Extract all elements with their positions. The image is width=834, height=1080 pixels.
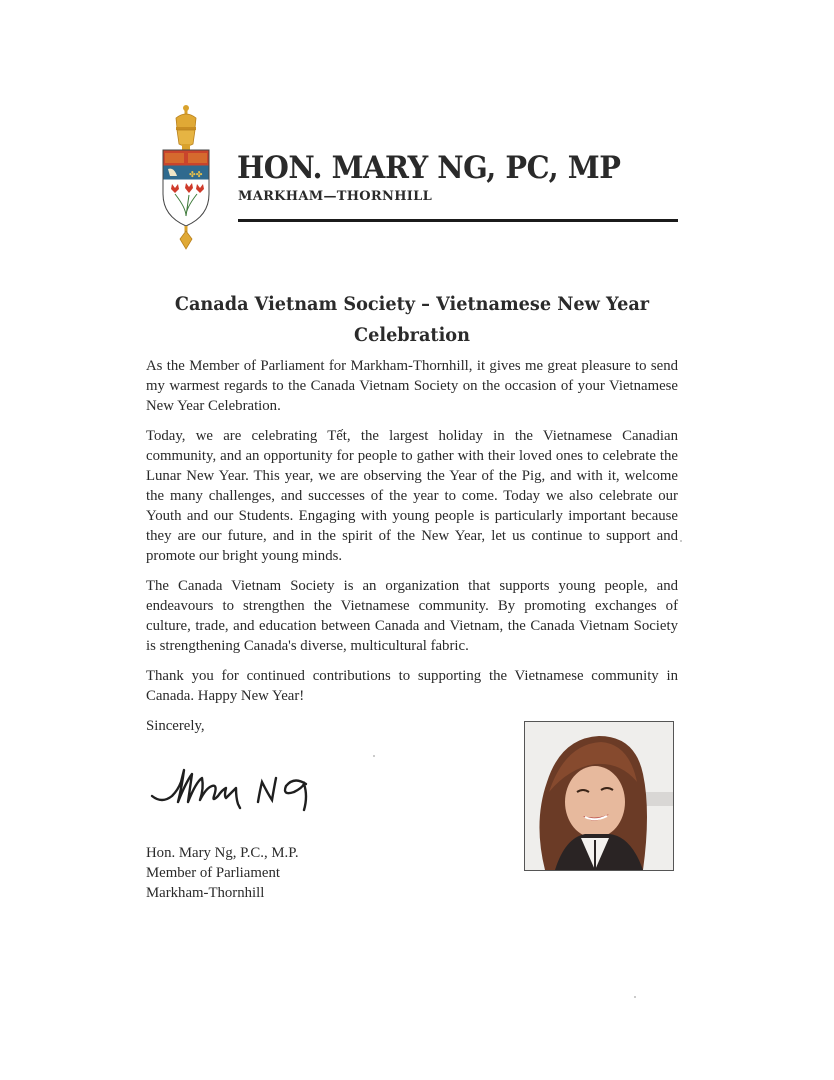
portrait-image [525,722,673,870]
paragraph-4: Thank you for continued contributions to supporting the Vietnamese community in Canada. Happy New Year! [146,668,678,704]
portrait-photo [524,721,674,871]
header-rule [238,219,678,222]
signature-block [146,843,299,903]
paragraph-1: As the Member of Parliament for Markham-Thornhill, it gives me great pleasure to send my warmest regards to the Canada Vietnam Society on the occasion of your Vietnamese New Year Celebration. [146,358,678,414]
letter-body [146,356,678,746]
scan-speck [373,755,375,757]
scan-speck [680,540,682,542]
scan-speck [634,996,636,998]
crest-icon [158,104,216,250]
signatory-riding: Markham-Thornhill [146,885,265,901]
handwritten-signature [148,752,368,822]
signatory-name: Hon. Mary Ng, P.C., M.P. [146,845,299,861]
closing: Sincerely, [146,718,205,734]
letter-title-line-1: Canada Vietnam Society – Vietnamese New Year [174,293,650,315]
svg-text:✤✤: ✤✤ [189,170,203,179]
letter-title-line-2: Celebration [354,324,470,346]
letter-title [165,289,660,351]
paragraph-2: Today, we are celebrating Tết, the largest holiday in the Vietnamese Canadian community, and an opportunity for people to gather with their loved ones to celebrate the Lunar New Year. This year, we are observing the Year of the Pig, and with it, welcome the many challenges, and successes of the year to come. Today we also celebrate our Youth and our Students. Engaging with young people is particularly important because they are our future, and in the spirit of the New Year, let us continue to support and promote our bright young minds. [146,428,678,564]
riding-name: MARKHAM—THORNHILL [238,189,433,204]
signatory-title: Member of Parliament [146,865,280,881]
paragraph-3: The Canada Vietnam Society is an organization that supports young people, and endeavours to strengthen the Vietnamese community. By promoting exchanges of culture, trade, and education between Canada and Vietnam, the Canada Vietnam Society is strengthening Canada's diverse, multicultural fabric. [146,578,678,654]
mp-name-heading: HON. MARY NG, PC, MP [237,150,621,186]
